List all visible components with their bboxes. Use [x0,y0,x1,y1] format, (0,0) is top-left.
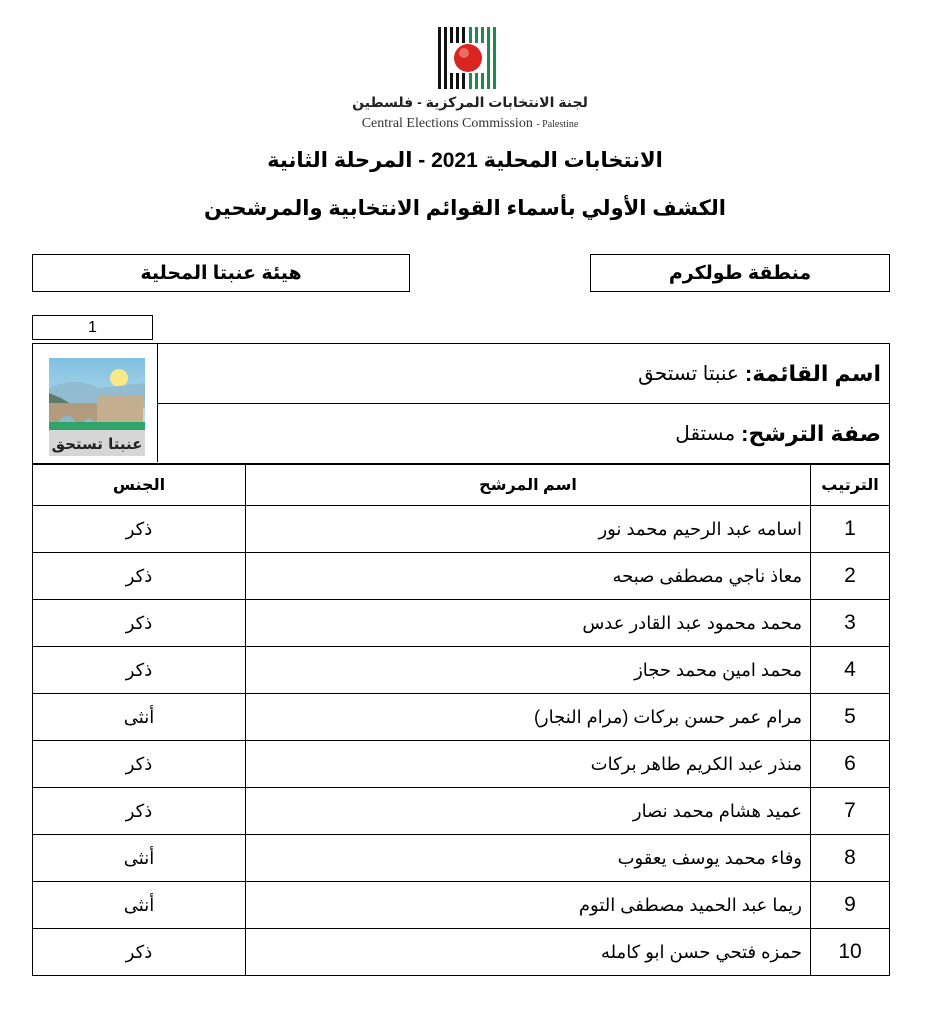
list-logo-caption: عنبتا تستحق [51,435,143,453]
list-logo-icon [49,358,145,456]
candidate-name-cell: وفاء محمد يوسف يعقوب [246,835,811,882]
header-rank: الترتيب [811,465,890,506]
rank-cell: 1 [811,506,890,553]
gender-cell: أنثى [33,882,246,929]
rank-cell: 10 [811,929,890,976]
org-name-english [330,116,610,132]
list-name-row [157,344,889,404]
list-number-box: 1 [32,315,153,340]
header-gender: الجنس [33,465,246,506]
gender-cell: ذكر [33,788,246,835]
rank-cell: 2 [811,553,890,600]
region-box: منطقة طولكرم [590,254,890,292]
table-row [33,929,890,976]
gender-cell: ذكر [33,647,246,694]
list-logo-cell [33,344,158,462]
table-row [33,835,890,882]
candidate-name-cell: معاذ ناجي مصطفى صبحه [246,553,811,600]
candidate-name-cell: اسامه عبد الرحيم محمد نور [246,506,811,553]
table-row [33,506,890,553]
candidacy-type-label: صفة الترشح: [741,420,881,446]
gender-cell: ذكر [33,741,246,788]
gender-cell: ذكر [33,506,246,553]
gender-cell: ذكر [33,600,246,647]
gender-cell: ذكر [33,929,246,976]
candidacy-type-row [157,404,889,463]
rank-cell: 6 [811,741,890,788]
table-row [33,694,890,741]
candidate-name-cell: منذر عبد الكريم طاهر بركات [246,741,811,788]
candidacy-type-value: مستقل [675,423,736,445]
list-name-value: عنبتا تستحق [638,363,739,385]
rank-cell: 4 [811,647,890,694]
list-name-label: اسم القائمة: [744,360,881,386]
rank-cell: 3 [811,600,890,647]
rank-cell: 7 [811,788,890,835]
rank-cell: 5 [811,694,890,741]
org-name-arabic: لجنة الانتخابات المركزية - فلسطين [352,94,588,110]
org-name-english-main: Central Elections Commission [361,116,533,131]
table-header-row [33,465,890,506]
candidate-name-cell: مرام عمر حسن بركات (مرام النجار) [246,694,811,741]
rank-cell: 9 [811,882,890,929]
rank-cell: 8 [811,835,890,882]
cec-logo-icon [437,27,499,89]
table-row [33,647,890,694]
gender-cell: ذكر [33,553,246,600]
candidate-name-cell: محمد محمود عبد القادر عدس [246,600,811,647]
table-row [33,741,890,788]
table-row [33,600,890,647]
candidate-name-cell: محمد امين محمد حجاز [246,647,811,694]
header-candidate-name: اسم المرشح [246,465,811,506]
candidate-name-cell: حمزه فتحي حسن ابو كامله [246,929,811,976]
table-row [33,553,890,600]
candidate-name-cell: عميد هشام محمد نصار [246,788,811,835]
org-name-english-suffix: - Palestine [536,119,579,130]
gender-cell: أنثى [33,835,246,882]
gender-cell: أنثى [33,694,246,741]
local-body-box: هيئة عنبتا المحلية [32,254,410,292]
document-title: الانتخابات المحلية 2021 - المرحلة الثانية [267,149,663,172]
document-subtitle: الكشف الأولي بأسماء القوائم الانتخابية والمرشحين [204,197,726,220]
candidate-name-cell: ريما عبد الحميد مصطفى التوم [246,882,811,929]
table-row [33,882,890,929]
list-info-panel [32,343,890,464]
candidates-table [32,464,890,976]
table-row [33,788,890,835]
